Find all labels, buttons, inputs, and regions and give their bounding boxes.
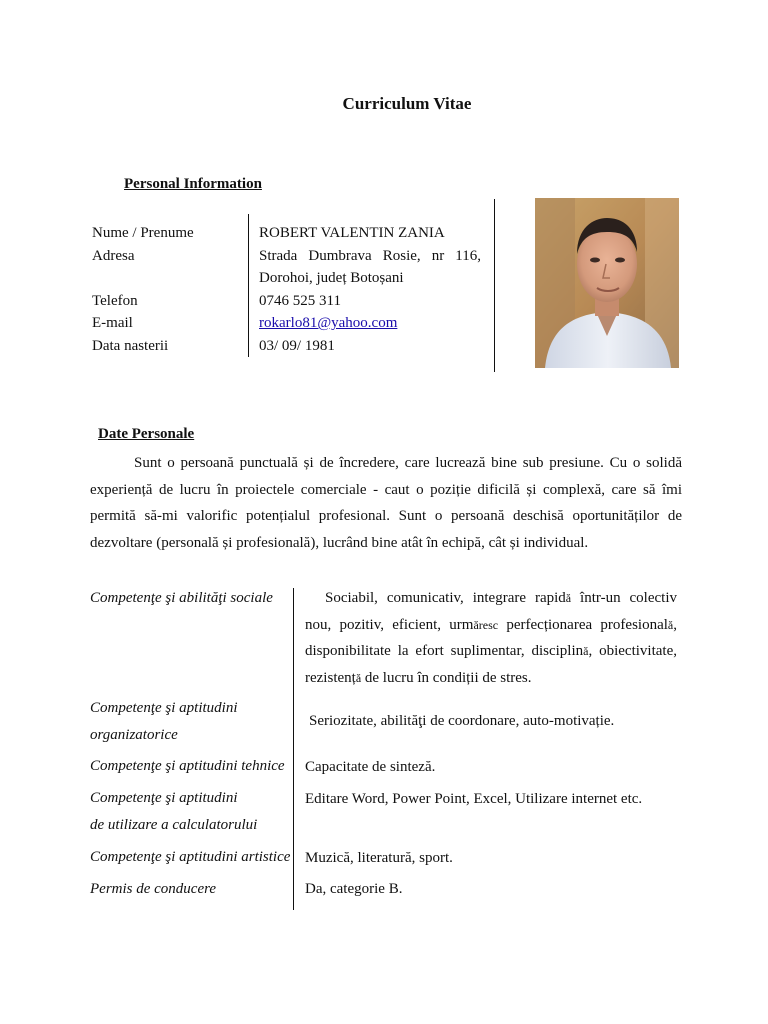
- date-personale-heading: Date Personale: [98, 426, 195, 442]
- value-phone: 0746 525 311: [259, 292, 341, 309]
- competency-value-technical: Capacitate de sinteză.: [305, 759, 436, 775]
- competency-value-organizational: Seriozitate, abilităţi de coordonare, auto-motivație.: [309, 713, 615, 729]
- value-address-line2: Dorohoi, județ Botoșani: [259, 270, 404, 286]
- document-title: Curriculum Vitae: [342, 94, 472, 113]
- label-address: Adresa: [92, 247, 135, 264]
- value-address-line1: Strada Dumbrava Rosie, nr 116,: [259, 247, 481, 264]
- competency-label-artistic: Competenţe şi aptitudini artistice: [90, 849, 291, 865]
- value-birth-date: 03/ 09/ 1981: [259, 337, 335, 354]
- divider-line: [248, 214, 249, 357]
- personal-info-labels: [92, 222, 194, 357]
- competency-label-driving: Permis de conducere: [90, 881, 217, 897]
- personal-summary: [90, 450, 682, 556]
- competency-value-computer: Editare Word, Power Point, Excel, Utilizare internet etc.: [305, 791, 643, 807]
- value-name: ROBERT VALENTIN ZANIA: [259, 225, 445, 241]
- label-email: E-mail: [92, 315, 133, 331]
- competency-label-social: Competenţe şi abilităţi sociale: [90, 590, 273, 606]
- divider-line: [494, 199, 495, 372]
- personal-summary-text: Sunt o persoană punctuală și de încredere, care lucrează bine sub presiune. Cu o solidă experiență de lucru în proiectele comerciale - caut o poziție dificilă și complexă, care să îmi permită să-mi valorific potențialul profesional. Sunt o persoană deschisă oportunităților de dezvoltare (personală și profesională), lucrând bine atât în echipă, cât și individual.: [90, 455, 682, 551]
- competency-label-technical: Competenţe şi aptitudini tehnice: [90, 758, 285, 774]
- portrait-photo: [535, 198, 679, 368]
- competency-label-computer: Competenţe şi aptitudini de utilizare a calculatorului: [90, 790, 258, 833]
- competency-value-social: Sociabil, comunicativ, integrare rapidă într-un colectiv nou, pozitiv, eficient, urmăresc perfecționarea profesională, disponibilitate la efort suplimentar, disciplină, obiectivitate, rezistență de lucru în condiții de stres.: [305, 590, 677, 686]
- personal-info-values: [259, 222, 481, 357]
- label-birth-date: Data nasterii: [92, 337, 169, 354]
- label-name: Nume / Prenume: [92, 225, 194, 241]
- label-phone: Telefon: [92, 292, 138, 309]
- email-link[interactable]: rokarlo81@yahoo.com: [259, 315, 398, 331]
- competency-value-driving: Da, categorie B.: [305, 881, 403, 897]
- competency-value-artistic: Muzică, literatură, sport.: [305, 850, 453, 866]
- competency-label-organizational: Competenţe şi aptitudini organizatorice: [90, 700, 238, 743]
- personal-information-heading: Personal Information: [124, 176, 262, 192]
